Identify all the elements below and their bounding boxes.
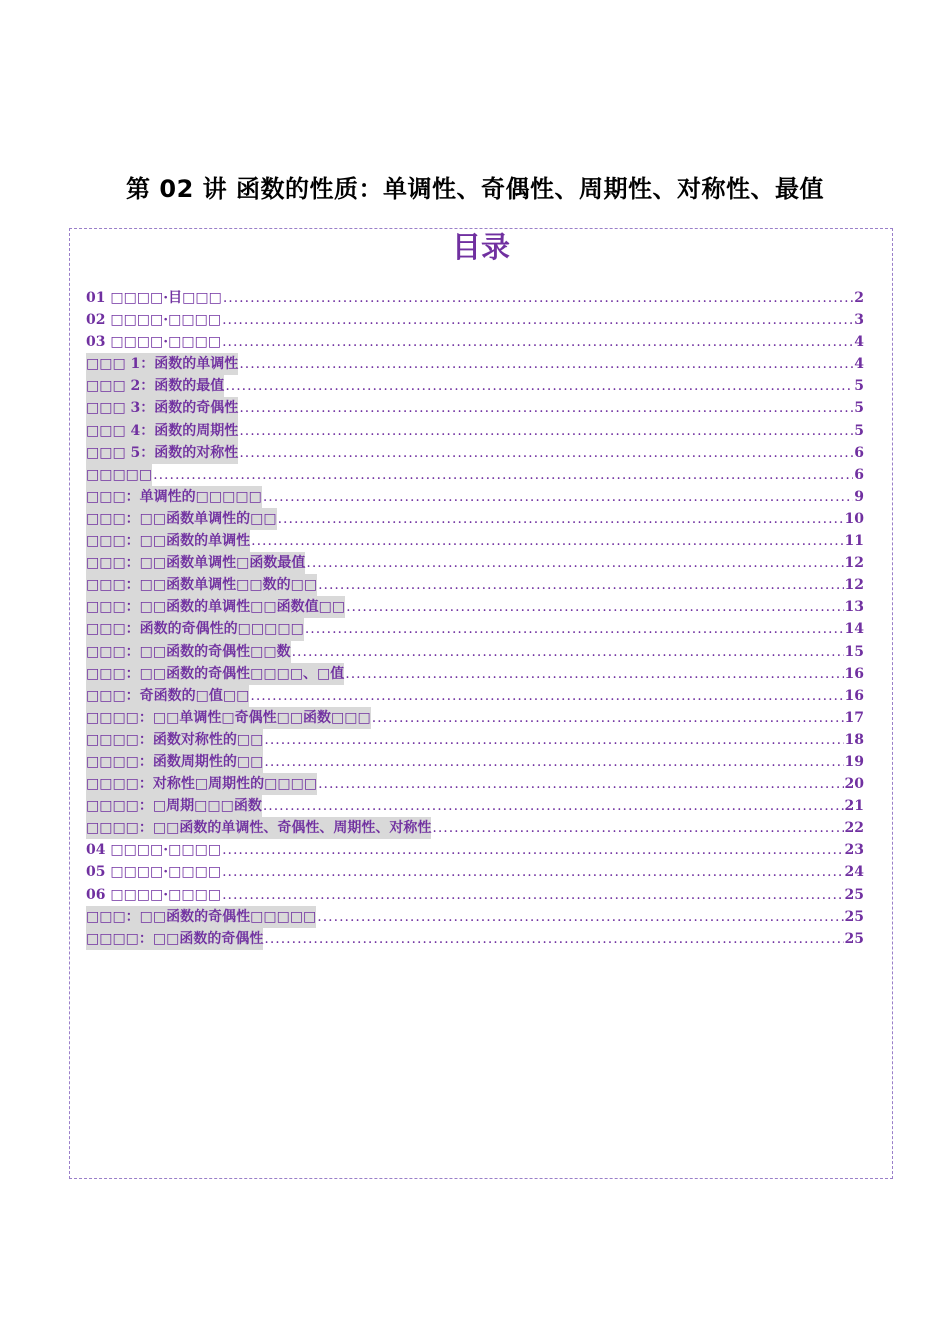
toc-dot-leader xyxy=(318,773,843,795)
toc-entry[interactable] xyxy=(86,906,864,928)
toc-dot-leader xyxy=(153,464,853,486)
toc-entry[interactable] xyxy=(86,751,864,773)
table-of-contents xyxy=(69,228,893,1179)
toc-dot-leader xyxy=(345,663,843,685)
toc-dot-leader xyxy=(222,861,843,883)
toc-entry-label: □□□□：函数周期性的□□ xyxy=(86,751,263,773)
toc-entry[interactable] xyxy=(86,397,864,419)
toc-entry-page-number: 13 xyxy=(844,599,864,616)
toc-entry-label: 04 □□□□·□□□□ xyxy=(86,842,222,859)
toc-entry[interactable] xyxy=(86,574,864,596)
toc-dot-leader xyxy=(225,375,853,397)
toc-entry[interactable] xyxy=(86,508,864,530)
toc-entry-label: □□□：□□函数的奇偶性□□□□、□值 xyxy=(86,663,344,685)
toc-dot-leader xyxy=(239,397,853,419)
toc-entry-page-number: 24 xyxy=(844,864,864,881)
toc-entry-page-number: 25 xyxy=(844,930,864,947)
toc-entry-page-number: 19 xyxy=(844,753,864,770)
toc-dot-leader xyxy=(239,353,853,375)
toc-entry-page-number: 17 xyxy=(844,709,864,726)
toc-entry-page-number: 16 xyxy=(844,687,864,704)
toc-dot-leader xyxy=(306,552,843,574)
toc-entry[interactable] xyxy=(86,442,864,464)
toc-dot-leader xyxy=(223,287,853,309)
toc-entry-label: □□□□□ xyxy=(86,464,152,486)
toc-entry-label: 02 □□□□·□□□□ xyxy=(86,312,222,329)
toc-entry-label: □□□：奇函数的□值□□ xyxy=(86,685,249,707)
toc-entry-label: □□□：□□函数单调性□□数的□□ xyxy=(86,574,317,596)
toc-entry-label: □□□：□□函数的单调性□□函数值□□ xyxy=(86,596,345,618)
toc-entry[interactable] xyxy=(86,641,864,663)
toc-entry-page-number: 6 xyxy=(854,466,864,483)
toc-entry[interactable] xyxy=(86,420,864,442)
toc-entry[interactable] xyxy=(86,773,864,795)
toc-entry-page-number: 11 xyxy=(844,533,864,550)
toc-entry-page-number: 5 xyxy=(854,378,864,395)
toc-entry-page-number: 3 xyxy=(854,312,864,329)
toc-dot-leader xyxy=(239,442,853,464)
toc-entry[interactable] xyxy=(86,839,864,861)
toc-entry-label: □□□□：函数对称性的□□ xyxy=(86,729,263,751)
toc-entry-page-number: 12 xyxy=(844,555,864,572)
toc-heading: 目录 xyxy=(451,230,510,264)
toc-entry[interactable] xyxy=(86,552,864,574)
toc-entry[interactable] xyxy=(86,618,864,640)
toc-entry-label: □□□：□□函数单调性□函数最值 xyxy=(86,552,305,574)
toc-list xyxy=(86,287,864,950)
toc-entry[interactable] xyxy=(86,596,864,618)
toc-entry-label: □□□ 5：函数的对称性 xyxy=(86,442,238,464)
toc-dot-leader xyxy=(346,596,843,618)
toc-dot-leader xyxy=(264,751,843,773)
toc-entry-page-number: 16 xyxy=(844,665,864,682)
toc-entry-page-number: 15 xyxy=(844,643,864,660)
toc-entry[interactable] xyxy=(86,287,864,309)
toc-entry-page-number: 21 xyxy=(844,798,864,815)
toc-entry[interactable] xyxy=(86,353,864,375)
toc-entry-page-number: 18 xyxy=(844,731,864,748)
toc-dot-leader xyxy=(305,618,844,640)
toc-dot-leader xyxy=(239,420,853,442)
toc-entry-page-number: 4 xyxy=(854,334,864,351)
toc-entry-label: □□□：□□函数的单调性 xyxy=(86,530,250,552)
document-title: 第 02 讲 函数的性质：单调性、奇偶性、周期性、对称性、最值 xyxy=(126,175,824,204)
toc-entry-page-number: 12 xyxy=(844,577,864,594)
toc-entry-label: □□□□：□□函数的奇偶性 xyxy=(86,928,263,950)
toc-dot-leader xyxy=(251,530,843,552)
toc-dot-leader xyxy=(278,508,844,530)
toc-entry-page-number: 14 xyxy=(844,621,864,638)
toc-entry[interactable] xyxy=(86,685,864,707)
toc-entry-label: 05 □□□□·□□□□ xyxy=(86,864,222,881)
toc-entry-label: □□□：单调性的□□□□□ xyxy=(86,486,262,508)
toc-dot-leader xyxy=(372,707,844,729)
toc-entry[interactable] xyxy=(86,729,864,751)
toc-dot-leader xyxy=(318,574,843,596)
toc-entry-label: □□□ 1：函数的单调性 xyxy=(86,353,238,375)
toc-entry-page-number: 4 xyxy=(854,356,864,373)
toc-entry-label: □□□ 3：函数的奇偶性 xyxy=(86,397,238,419)
toc-dot-leader xyxy=(250,685,843,707)
toc-entry-label: □□□□：□□单调性□奇偶性□□函数□□□ xyxy=(86,707,371,729)
toc-entry[interactable] xyxy=(86,884,864,906)
toc-entry-label: □□□□：□周期□□□函数 xyxy=(86,795,262,817)
toc-dot-leader xyxy=(222,884,843,906)
toc-entry-label: □□□：函数的奇偶性的□□□□□ xyxy=(86,618,304,640)
toc-entry-label: 06 □□□□·□□□□ xyxy=(86,886,222,903)
toc-dot-leader xyxy=(317,906,843,928)
toc-entry-page-number: 9 xyxy=(854,488,864,505)
toc-entry-page-number: 10 xyxy=(844,510,864,527)
toc-entry[interactable] xyxy=(86,817,864,839)
toc-entry-label: □□□□：对称性□周期性的□□□□ xyxy=(86,773,317,795)
toc-entry-page-number: 2 xyxy=(854,290,864,306)
toc-entry-label: 03 □□□□·□□□□ xyxy=(86,334,222,351)
toc-entry[interactable] xyxy=(86,309,864,331)
toc-entry-label: □□□：□□函数的奇偶性□□数 xyxy=(86,641,291,663)
toc-entry[interactable] xyxy=(86,663,864,685)
toc-entry-page-number: 5 xyxy=(854,422,864,439)
toc-entry-page-number: 6 xyxy=(854,444,864,461)
toc-dot-leader xyxy=(432,817,843,839)
toc-entry-label: 01 □□□□·目□□□ xyxy=(86,290,222,306)
toc-dot-leader xyxy=(222,309,853,331)
toc-entry-page-number: 25 xyxy=(844,886,864,903)
toc-entry[interactable] xyxy=(86,928,864,950)
toc-entry-page-number: 5 xyxy=(854,400,864,417)
toc-dot-leader xyxy=(264,729,843,751)
toc-entry-label: □□□ 4：函数的周期性 xyxy=(86,420,238,442)
toc-entry-label: □□□ 2：函数的最值 xyxy=(86,375,224,397)
toc-entry-page-number: 25 xyxy=(844,908,864,925)
toc-dot-leader xyxy=(222,839,843,861)
toc-entry-label: □□□□：□□函数的单调性、奇偶性、周期性、对称性 xyxy=(86,817,431,839)
toc-entry-page-number: 23 xyxy=(844,842,864,859)
toc-dot-leader xyxy=(292,641,844,663)
toc-entry[interactable] xyxy=(86,707,864,729)
toc-dot-leader xyxy=(263,486,853,508)
toc-entry-label: □□□：□□函数单调性的□□ xyxy=(86,508,277,530)
toc-entry[interactable] xyxy=(86,795,864,817)
toc-entry[interactable] xyxy=(86,861,864,883)
toc-dot-leader xyxy=(222,331,853,353)
toc-entry[interactable] xyxy=(86,530,864,552)
toc-dot-leader xyxy=(264,928,843,950)
toc-entry[interactable] xyxy=(86,375,864,397)
toc-entry-label: □□□：□□函数的奇偶性□□□□□ xyxy=(86,906,316,928)
toc-entry[interactable] xyxy=(86,331,864,353)
toc-entry[interactable] xyxy=(86,486,864,508)
toc-entry[interactable] xyxy=(86,464,864,486)
toc-entry-page-number: 22 xyxy=(844,820,864,837)
toc-dot-leader xyxy=(263,795,844,817)
toc-entry-page-number: 20 xyxy=(844,776,864,793)
